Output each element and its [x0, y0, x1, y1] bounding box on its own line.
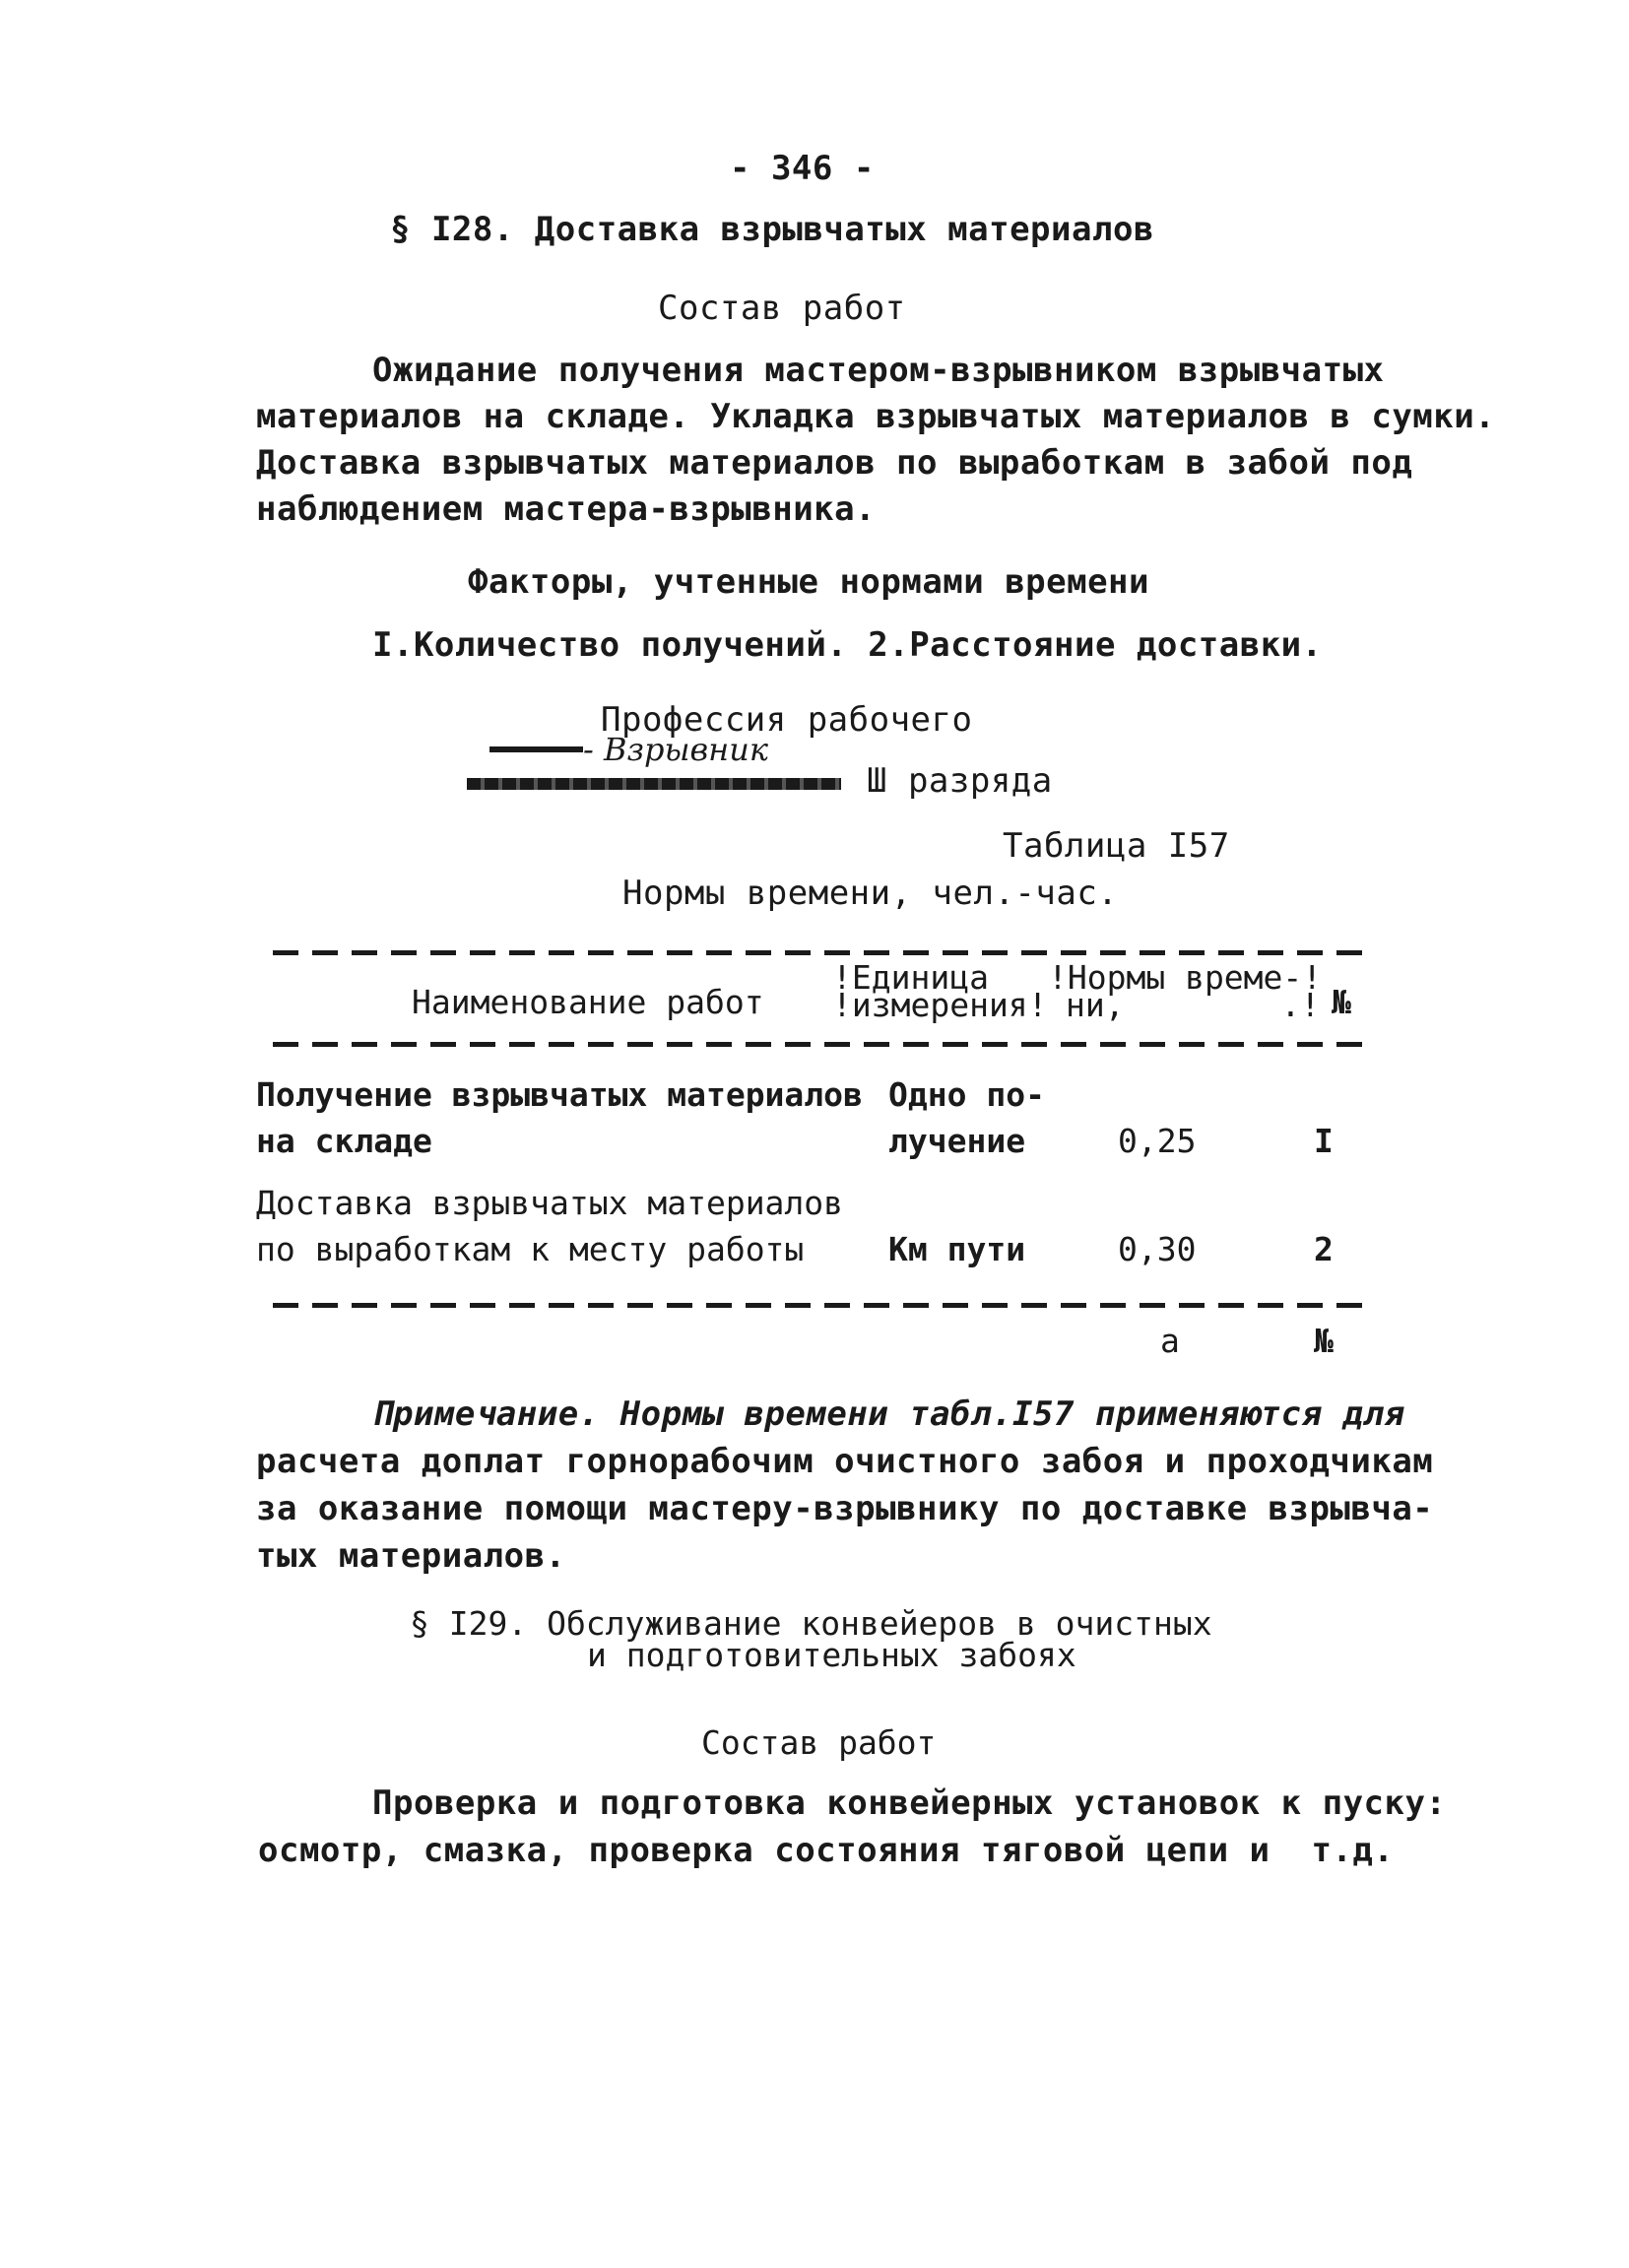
profession-heading: Профессия рабочего	[601, 700, 973, 740]
table-footer-col: а	[1160, 1322, 1180, 1360]
header-norm-line2: ни, .!	[1066, 986, 1321, 1024]
section-129-text-line-1: Проверка и подготовка конвейерных установок к пуску:	[372, 1783, 1447, 1823]
strikeout-mark-2	[467, 778, 841, 790]
note-line-3: за оказание помощи мастеру-взрывнику по доставке взрывча-	[256, 1489, 1434, 1528]
note-line-4: тых материалов.	[256, 1536, 566, 1576]
row1-unit-line2: лучение	[888, 1122, 1026, 1160]
section-128-title: § I28. Доставка взрывчатых материалов	[390, 210, 1154, 249]
row1-work-line2: на складе	[256, 1122, 432, 1160]
row1-unit-line1: Одно по-	[888, 1075, 1045, 1114]
strikeout-mark-1	[489, 746, 583, 752]
composition-line-2: материалов на складе. Укладка взрывчатых материалов в сумки.	[256, 397, 1496, 436]
factors-heading: Факторы, учтенные нормами времени	[468, 562, 1150, 602]
row1-num: I	[1314, 1122, 1334, 1160]
row1-work-line1: Получение взрывчатых материалов	[256, 1075, 863, 1114]
row2-work-line1: Доставка взрывчатых материалов	[256, 1184, 844, 1222]
row2-norm: 0,30	[1118, 1230, 1197, 1268]
header-norm-line1: !Нормы време-!	[1048, 958, 1323, 997]
table-label: Таблица I57	[1003, 826, 1230, 866]
header-unit-line2: !измерения!	[832, 986, 1048, 1024]
header-work: Наименование работ	[412, 983, 764, 1021]
table-footer-num: №	[1314, 1322, 1334, 1360]
composition-line-4: наблюдением мастера-взрывника.	[256, 489, 877, 529]
header-unit-line1: !Единица	[832, 958, 989, 997]
table-header-rule	[273, 1042, 1374, 1047]
section-129-text-line-2: осмотр, смазка, проверка состояния тяговой цепи и т.д.	[258, 1831, 1395, 1870]
row1-norm: 0,25	[1118, 1122, 1197, 1160]
note-line-2: расчета доплат горнорабочим очистного забоя и проходчикам	[256, 1442, 1434, 1481]
section-129-composition-heading: Состав работ	[701, 1723, 937, 1762]
note-line-1: Примечание. Нормы времени табл.I57 применяются для	[372, 1394, 1405, 1434]
row2-unit-line2: Км пути	[888, 1230, 1026, 1268]
row2-work-line2: по выработкам к месту работы	[256, 1230, 805, 1268]
page-number: - 346 -	[730, 149, 875, 188]
header-num: №	[1332, 983, 1351, 1021]
table-title: Нормы времени, чел.-час.	[622, 874, 1119, 913]
composition-line-1: Ожидание получения мастером-взрывником взрывчатых	[372, 351, 1385, 390]
handwritten-correction: - Взрывник	[583, 731, 768, 768]
grade-label: Ш разряда	[867, 761, 1053, 801]
table-bottom-rule	[273, 1303, 1374, 1308]
section-129-title-line2: и подготовительных забоях	[587, 1636, 1076, 1674]
factors-line: I.Количество получений. 2.Расстояние доставки.	[372, 625, 1323, 665]
section-128-composition-heading: Состав работ	[658, 289, 906, 328]
row2-num: 2	[1314, 1230, 1334, 1268]
composition-line-3: Доставка взрывчатых материалов по выработкам в забой под	[256, 443, 1413, 483]
section-129-title-line1: § I29. Обслуживание конвейеров в очистных	[410, 1604, 1212, 1643]
table-top-rule	[273, 950, 1374, 955]
